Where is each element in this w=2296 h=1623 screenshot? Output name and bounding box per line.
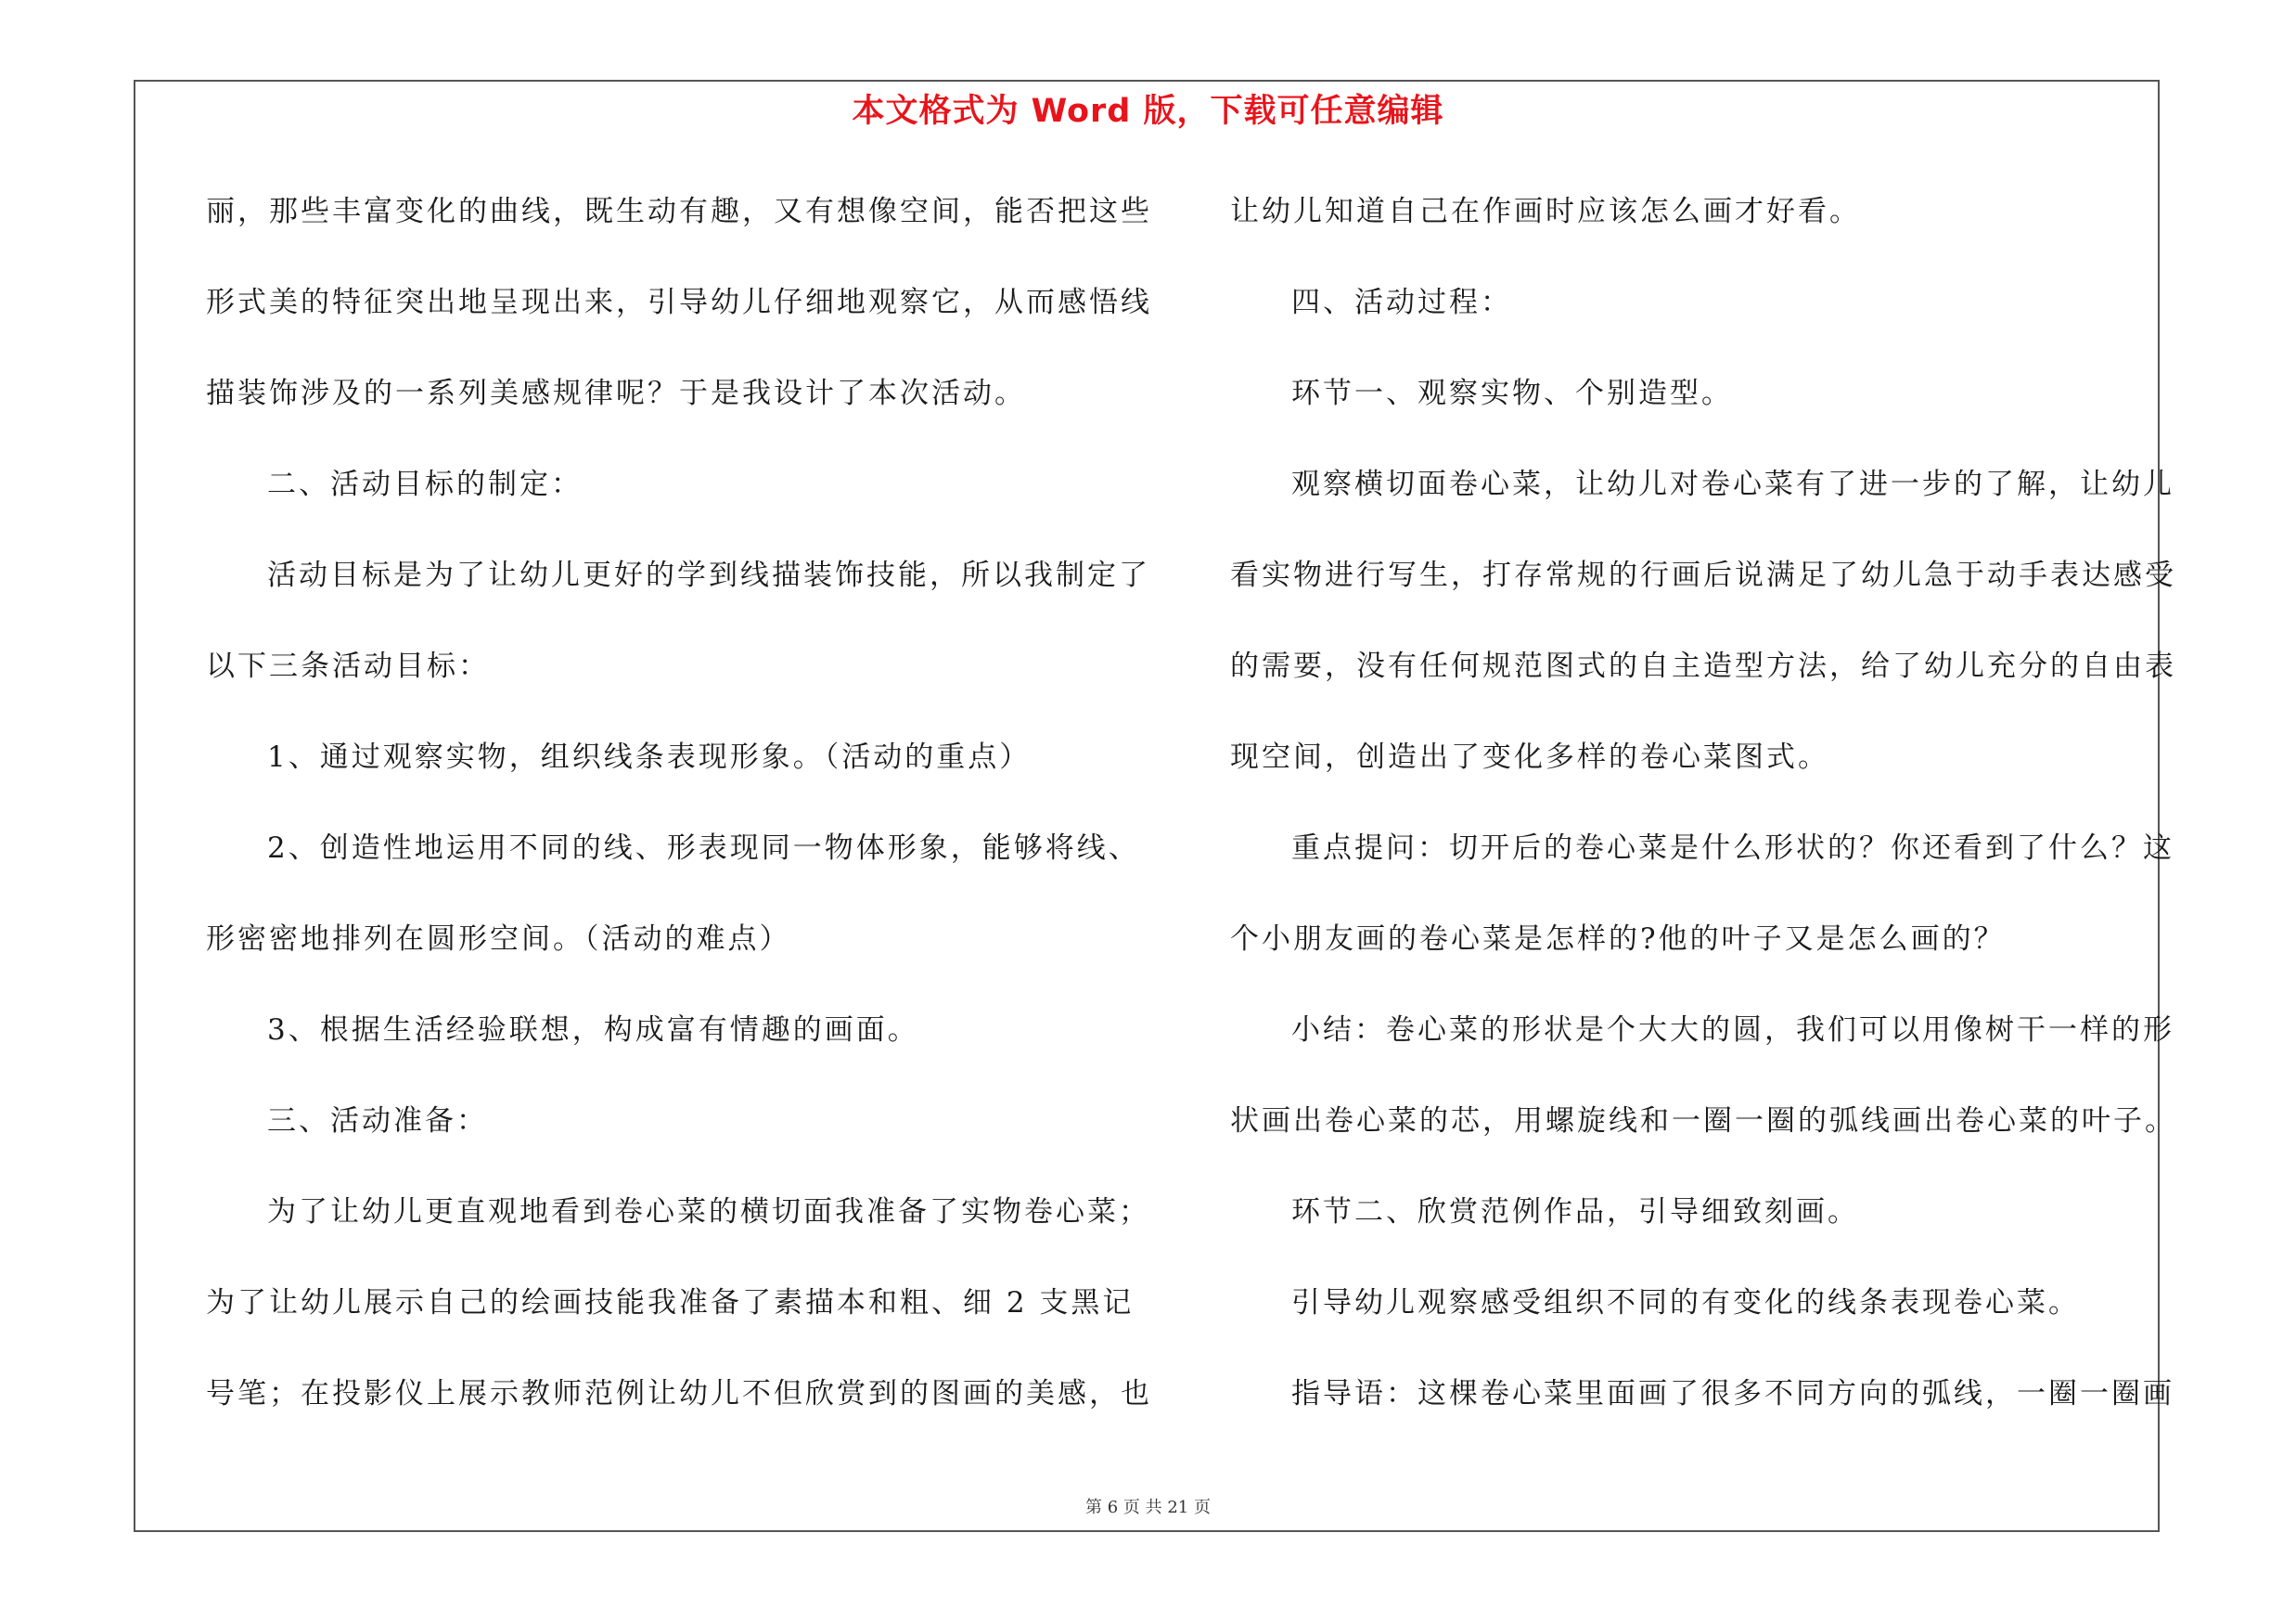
text-line: 为了让幼儿展示自己的绘画技能我准备了素描本和粗、细 2 支黑记 <box>206 1286 1135 1320</box>
text-line: 丽，那些丰富变化的曲线，既生动有趣，又有想像空间，能否把这些 <box>206 195 1152 228</box>
text-line: 为了让幼儿更直观地看到卷心菜的横切面我准备了实物卷心菜； <box>267 1195 1150 1229</box>
text-line: 让幼儿知道自己在作画时应该怎么画才好看。 <box>1230 195 1861 228</box>
text-line: 看实物进行写生，打存常规的行画后说满足了幼儿急于动手表达感受 <box>1230 559 2176 592</box>
text-line: 形式美的特征突出地呈现出来，引导幼儿仔细地观察它，从而感悟线 <box>206 286 1152 319</box>
left-text-column <box>206 184 1152 1457</box>
text-line: 环节二、欣赏范例作品，引导细致刻画。 <box>1291 1195 1859 1229</box>
text-line: 观察横切面卷心菜，让幼儿对卷心菜有了进一步的了解，让幼儿 <box>1291 468 2174 501</box>
text-line: 引导幼儿观察感受组织不同的有变化的线条表现卷心菜。 <box>1291 1286 2080 1320</box>
text-line: 的需要，没有任何规范图式的自主造型方法，给了幼儿充分的自由表 <box>1230 650 2176 683</box>
text-line: 3、根据生活经验联想，构成富有情趣的画面。 <box>267 1013 919 1047</box>
text-line: 现空间，创造出了变化多样的卷心菜图式。 <box>1230 741 1829 774</box>
text-line: 指导语：这棵卷心菜里面画了很多不同方向的弧线，一圈一圈画 <box>1291 1377 2174 1410</box>
text-line: 重点提问：切开后的卷心菜是什么形状的？你还看到了什么？这 <box>1291 831 2174 865</box>
text-line: 个小朋友画的卷心菜是怎样的?他的叶子又是怎么画的？ <box>1230 922 2006 956</box>
page-number-footer: 第 6 页 共 21 页 <box>1085 1498 1211 1517</box>
text-line: 四、活动过程： <box>1291 286 1512 319</box>
text-line: 以下三条活动目标： <box>206 650 490 683</box>
text-line: 二、活动目标的制定： <box>267 468 583 501</box>
text-line: 小结：卷心菜的形状是个大大的圆，我们可以用像树干一样的形 <box>1291 1013 2174 1047</box>
text-line: 2、创造性地运用不同的线、形表现同一物体形象，能够将线、 <box>267 831 1140 865</box>
text-line: 形密密地排列在圆形空间。（活动的难点） <box>206 922 791 956</box>
text-line: 描装饰涉及的一系列美感规律呢？于是我设计了本次活动。 <box>206 377 1026 410</box>
text-line: 状画出卷心菜的芯，用螺旋线和一圈一圈的弧线画出卷心菜的叶子。 <box>1230 1104 2176 1138</box>
text-line: 三、活动准备： <box>267 1104 488 1138</box>
text-line: 活动目标是为了让幼儿更好的学到线描装饰技能，所以我制定了 <box>267 559 1150 592</box>
watermark-header: 本文格式为 Word 版，下载可任意编辑 <box>852 93 1444 130</box>
right-text-column <box>1230 184 2176 1457</box>
text-line: 环节一、观察实物、个别造型。 <box>1291 377 1733 410</box>
text-line: 号笔；在投影仪上展示教师范例让幼儿不但欣赏到的图画的美感，也 <box>206 1377 1152 1410</box>
text-line: 1、通过观察实物，组织线条表现形象。（活动的重点） <box>267 741 1032 774</box>
